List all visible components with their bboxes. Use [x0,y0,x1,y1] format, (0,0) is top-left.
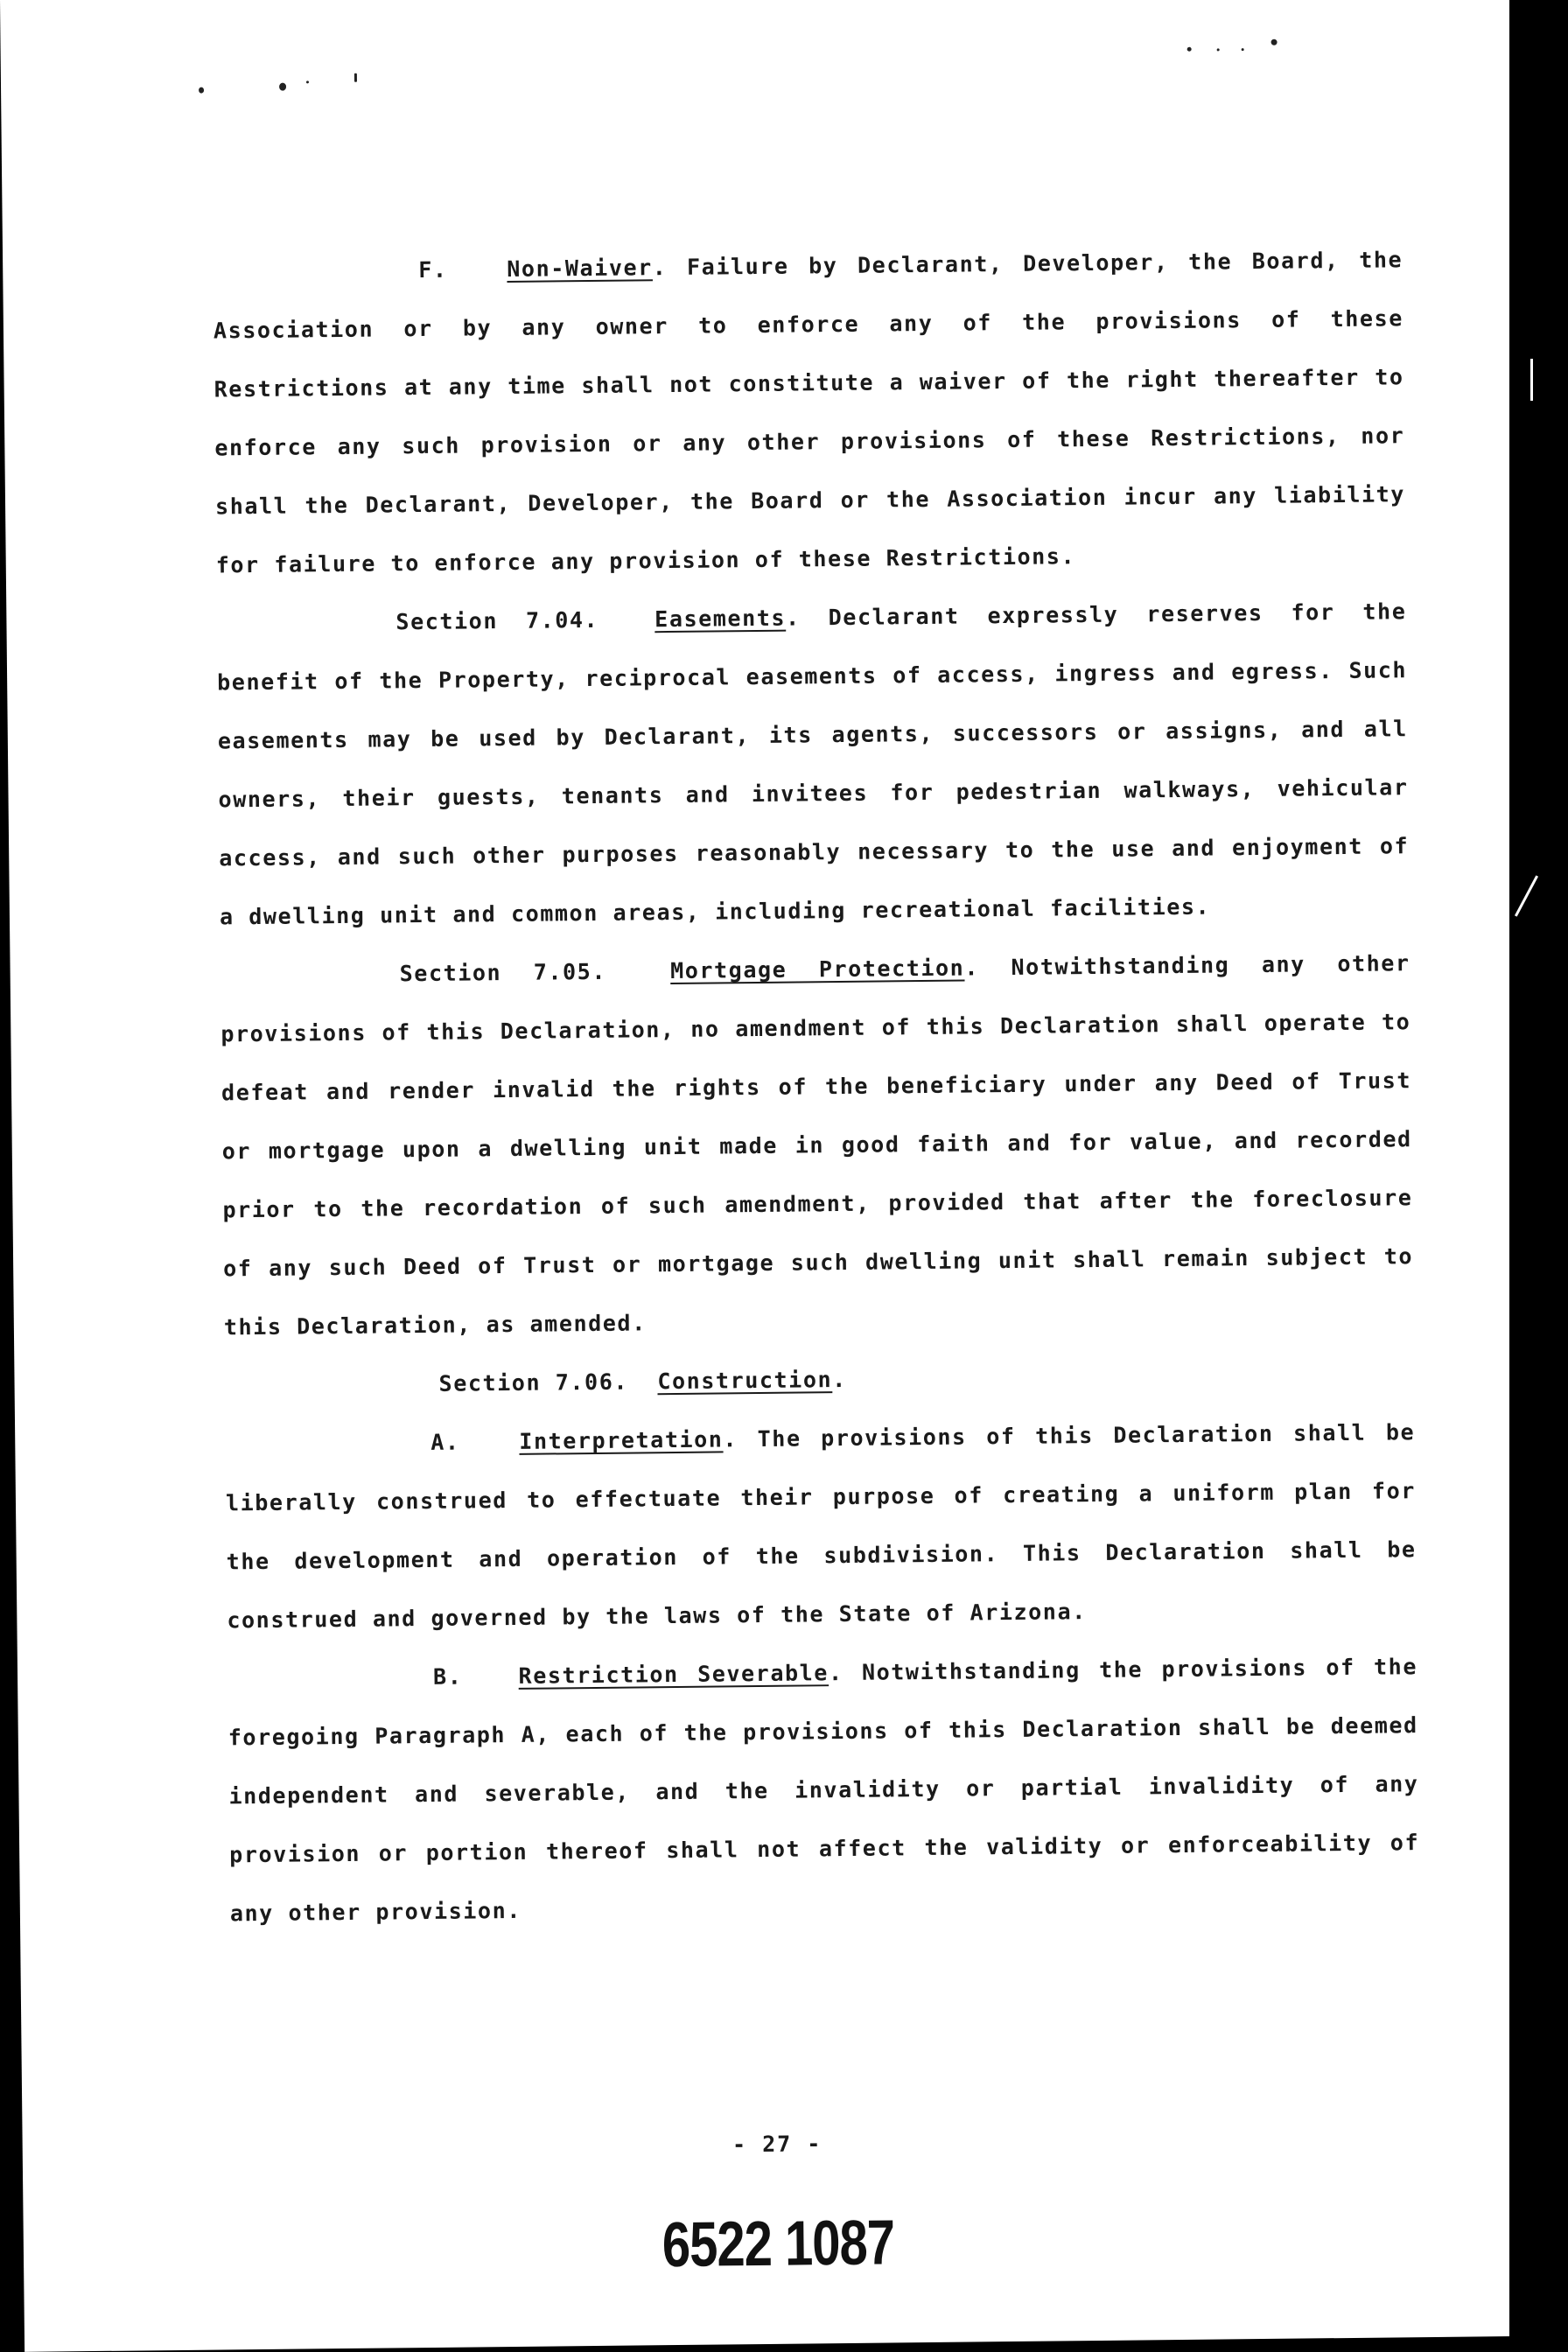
paragraph-b-body: . Notwithstanding the provisions of the foregoing Paragraph A, each of the provisions of this Declaration shall be deemed independent and severable, and the invalidity or partial invalidity of any provision or portion thereof shall not affect the validity or enforceability of any other provision. [228,1654,1420,1927]
scan-speck [1242,48,1244,51]
section-7-05-mortgage-protection [220,934,1414,1356]
section-7-05-title: Mortgage Protection [669,955,965,984]
scan-edge-mark [1530,359,1533,401]
scan-speck [1217,48,1220,51]
paragraph-b-title: Restriction Severable [518,1660,830,1689]
section-7-06-period: . [832,1366,847,1393]
scan-speck [199,88,204,94]
scan-speck [1271,39,1278,46]
section-7-06-title: Construction [657,1367,833,1395]
section-7-06-number: Section 7.06. [438,1368,629,1396]
scan-speck [354,74,357,82]
paragraph-a-number: A. [430,1429,460,1455]
paragraph-a-body: . The provisions of this Declaration shall be liberally construed to effectuate their purpose of creating a uniform plan for the development and operation of the subdivision. This Declaration shall be construed and governed by the laws of the State of Arizona. [225,1419,1417,1634]
paragraph-f-number: F. [418,256,448,284]
scan-speck [306,80,309,83]
scan-speck [279,83,286,91]
paragraph-f-body: . Failure by Declarant, Developer, the Board, the Association or by any owner to enforce any of the provisions of these Restrictions at any time shall not constitute a waiver of the right thereafter to enforce any such provision or any other provisions of these Restrictions, nor shall the Declarant, Developer, the Board or the Association incur any liability for failure to enforce any provision of these Restrictions. [213,247,1406,578]
scan-edge [1509,0,1568,2352]
paragraph-b-restriction-severable [228,1637,1420,1942]
page-number: - 27 - [732,2131,822,2158]
paragraph-f-non-waiver [213,230,1406,594]
paragraph-b-number: B. [432,1663,463,1690]
section-7-05-body: . Notwithstanding any other provisions of this Declaration, no amendment of this Declaration shall operate to defeat and render invalid the rights of the beneficiary under any Deed of Trust or mortgage upon a dwelling unit made in good faith and for value, and recorded prior to the recordation of such amendment, provided that after the foreclosure of any such Deed of Trust or mortgage such dwelling unit shall remain subject to this Declaration, as amended. [220,950,1414,1340]
section-7-04-number: Section 7.04. [396,606,599,635]
paragraph-a-interpretation [225,1403,1418,1649]
paragraph-f-title: Non-Waiver [507,255,653,282]
section-7-04-body: . Declarant expressly reserves for the benefit of the Property, reciprocal easements of access, ingress and egress. Such easements may be used by Declarant, its agents, successors or assigns, and all owners, their guests, tenants and invitees for pedestrian walkways, vehicular access, and such other purposes reasonably necessary to the use and enjoyment of a dwelling unit and common areas, including recreational facilities. [217,598,1410,930]
section-7-05-number: Section 7.05. [399,958,607,987]
section-7-04-title: Easements [654,605,787,633]
scan-speck [1187,47,1192,52]
section-7-04-easements [216,582,1410,946]
document-body [213,230,1420,1942]
scan-edge-mark [1515,875,1538,916]
recording-stamp: 6522 1087 [662,2207,895,2281]
paragraph-a-title: Interpretation [519,1426,724,1454]
